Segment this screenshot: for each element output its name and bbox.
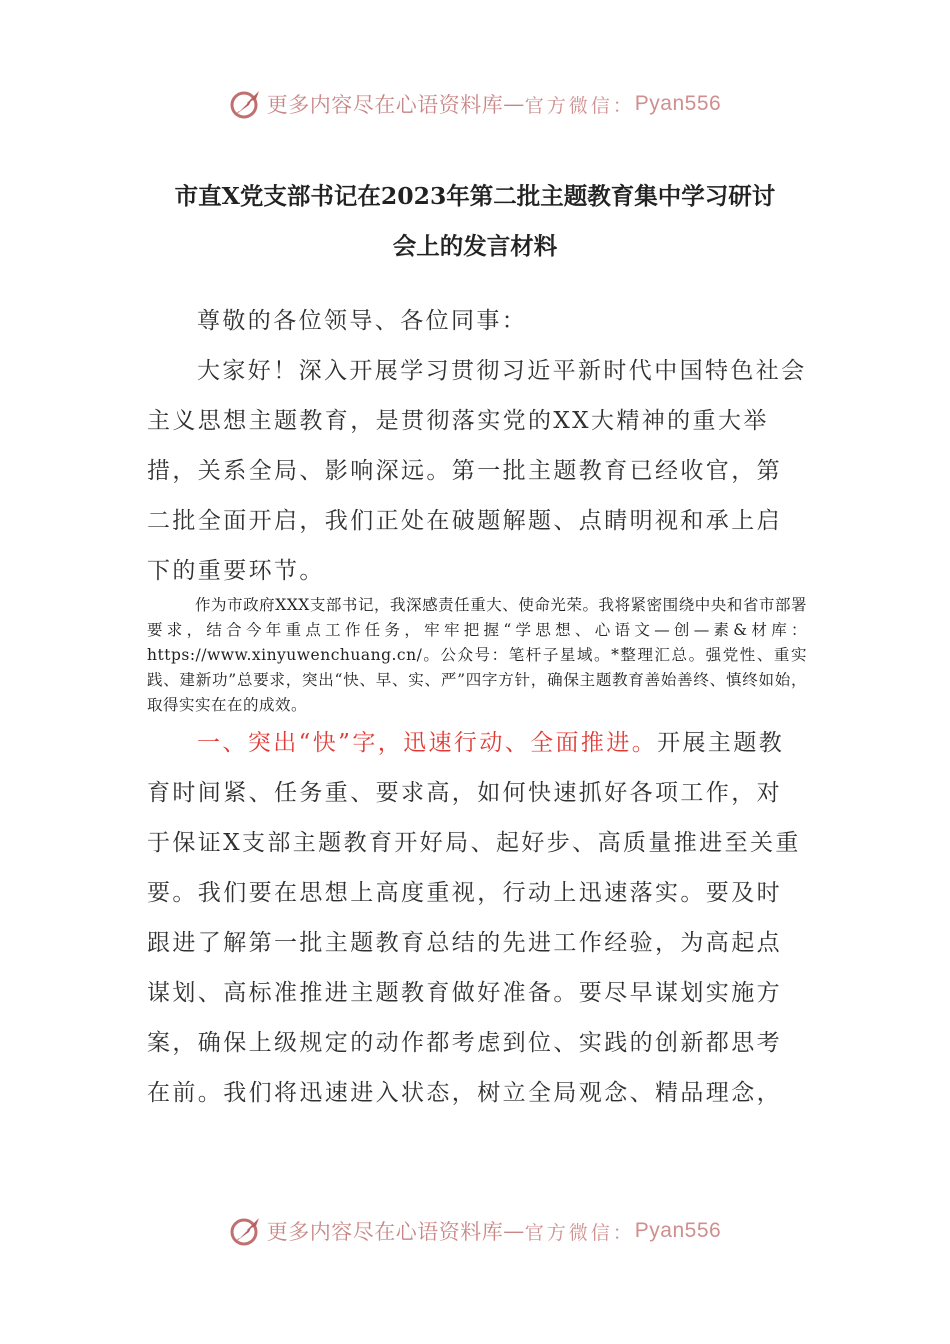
section-1-paragraph: [147, 718, 807, 1118]
header-watermark: [0, 84, 950, 124]
section-1-heading: 一、突出“快”字，迅速行动、全面推进。: [197, 730, 658, 756]
quill-logo-icon: [229, 1214, 263, 1248]
watermark-wechat-label: 官方微信：: [524, 1221, 635, 1244]
small-print-paragraph: 作为市政府XXX支部书记，我深感责任重大、使命光荣。我将紧密围绕中央和省市部署要求，结合今年重点工作任务，牢牢把握“学思想、心语文—创—素&材库：https://www.xinyuwenchuang.cn/。公众号：笔杆子星域。*整理汇总。强党性、重实践、建新功”总要求，突出“快、早、实、严”四字方针，确保主题教育善始善终、慎终如始，取得实实在在的成效。: [147, 596, 807, 714]
document-title-line-2: 会上的发言材料: [392, 232, 558, 260]
section-1-body: 开展主题教育时间紧、任务重、要求高，如何快速抓好各项工作，对于保证X支部主题教育开好局、起好步、高质量推进至关重要。我们要在思想上高度重视，行动上迅速落实。要及时跟进了解第一批主题教育总结的先进工作经验，为高起点谋划、高标准推进主题教育做好准备。要尽早谋划实施方案，确保上级规定的动作都考虑到位、实践的创新都思考在前。我们将迅速进入状态，树立全局观念、精品理念，: [147, 730, 801, 1106]
watermark-dash: —: [503, 1219, 525, 1243]
watermark-dash: —: [503, 92, 525, 116]
footer-watermark: [0, 1211, 950, 1251]
quill-logo-icon: [229, 87, 263, 121]
watermark-wechat-label: 官方微信：: [524, 94, 635, 117]
intro-paragraph: 大家好！深入开展学习贯彻习近平新时代中国特色社会主义思想主题教育，是贯彻落实党的XX大精神的重大举措，关系全局、影响深远。第一批主题教育已经收官，第二批全面开启，我们正处在破题解题、点睛明视和承上启下的重要环节。: [147, 358, 807, 584]
watermark-text: 更多内容尽在心语资料库: [266, 1220, 504, 1244]
watermark-handle: Pyan556: [634, 92, 722, 115]
watermark-handle: Pyan556: [634, 1219, 722, 1242]
watermark-text: 更多内容尽在心语资料库: [266, 93, 504, 117]
document-title-line-1: 市直X党支部书记在2023年第二批主题教育集中学习研讨: [174, 182, 776, 210]
greeting-paragraph: 尊敬的各位领导、各位同事：: [197, 308, 528, 334]
